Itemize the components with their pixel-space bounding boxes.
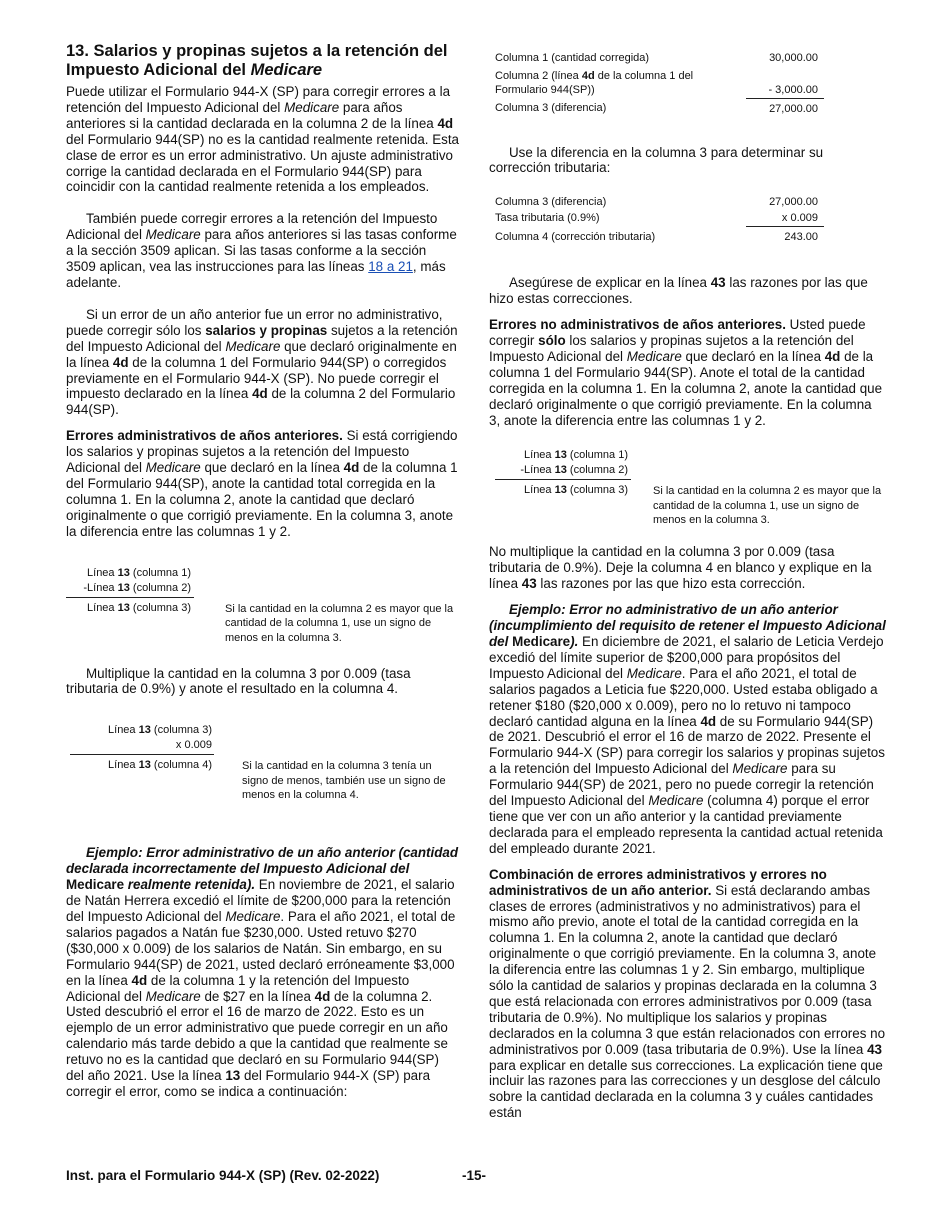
box3-note: Si la cantidad en la columna 2 es mayor que la cantidad de la columna 1, use un signo de menos en la columna 3. xyxy=(653,485,882,527)
paragraph-section-3509: También puede corregir errores a la retención del Impuesto Adicional del Medicare para años anteriores si las tasas conforme a la sección 3509 aplican. Si las tasas conforme a la sección 3509 aplican, vea las instrucciones para las líneas 18 a 21, más adelante. xyxy=(66,211,457,290)
link-lines-18-21[interactable]: 18 a 21 xyxy=(368,259,413,275)
paragraph-multiply: Multiplique la cantidad en la columna 3 por 0.009 (tasa tributaria de 0.9%) y anote el resultado en la columna 4. xyxy=(66,665,411,697)
table1-row3: Columna 3 (diferencia) 27,000.00 xyxy=(495,102,818,115)
paragraph-intro: Puede utilizar el Formulario 944-X (SP) para corregir errores a la retención del Impuesto Adicional del Medicare para años anteriores si la cantidad declarada en la columna 2 de la línea 4d del Formulario 944(SP) no es la cantidad realmente retenida. Esta clase de error es un error administrativo. Un ajuste administrativo corrige la cantidad declarada en el Formulario 944(SP) para coincidir con la cantidad realmente retenida a los empleados. xyxy=(66,84,460,195)
line-calc-box-1 xyxy=(66,556,459,644)
paragraph-use-difference: Use la diferencia en la columna 3 para determinar su corrección tributaria: xyxy=(489,144,824,176)
box3-row2: -Línea 13 (columna 2) xyxy=(520,464,628,477)
table2-row2: Tasa tributaria (0.9%) x 0.009 xyxy=(489,210,824,227)
left-column xyxy=(66,40,459,1110)
box3-row3: Línea 13 (columna 3) xyxy=(524,484,628,497)
paragraph-non-administrative: Si un error de un año anterior fue un error no administrativo, puede corregir sólo los salarios y propinas sujetos a la retención del Impuesto Adicional del Medicare que declaró originalmente en la línea 4d de la columna 1 del Formulario 944(SP) o corregidos previamente en el Formulario 944-X (SP). No puede corregir el impuesto declarado en la línea 4d de la columna 2 del Formulario 944(SP). xyxy=(66,306,458,418)
line-calc-box-3 xyxy=(489,438,886,527)
paragraph-example-admin: Ejemplo: Error administrativo de un año anterior (cantidad declarada incorrectamente del Impuesto Adicional del Medicare realmente retenida). En noviembre de 2021, el salario de Natán Herrera excedió el límite de $200,000 para la retención del Impuesto Adicional del Medicare. Para el año 2021, el total de salarios pagados a Natán fue $230,000. Usted retuvo $270 ($30,000 x 0.009) de los salarios de Natán. Sin embargo, en su Formulario 944(SP) de 2021, usted declaró erróneamente $3,000 en la línea 4d de la columna 1 y la retención del Impuesto Adicional del Medicare de $27 en la línea 4d de la columna 2. Usted descubrió el error el 16 de marzo de 2022. Esto es un ejemplo de un error administrativo que puede corregir en un año calendario más tarde debido a que la cantidad que realmente se retuvo no es la cantidad que declaró en su Formulario 944(SP) del año 2021. Use la línea 13 del Formulario 944-X (SP) para corregir el error, como se indica a continuación: xyxy=(66,845,459,1099)
paragraph-combination-errors: Combinación de errores administrativos y errores no administrativos de un año anterior. Si está declarando ambas clases de errores (administrativos y no administrativos) para el mismo año previo, anote el total de la cantidad corregida en la columna 1. En la columna 2, anote la cantidad que declaró originalmente o que corrigió previamente. En la columna 3, anote la diferencia entre las columnas 1 y 2. Sin embargo, multiplique sólo la cantidad de salarios y propinas declarada en la columna 3 que está relacionada con errores administrativos por 0.009 (tasa tributaria de 0.9%). No multiplique los salarios y propinas declarados en la columna 3 que están relacionados con errores no administrativos por 0.009 (tasa tributaria de 0.9%). Use la línea 43 para explicar en detalle sus correcciones. La explicación tiene que incluir las razones para las correcciones y un desglose del cálculo sobre la cantidad declarada en la columna 3 y cuáles cantidades están xyxy=(489,866,886,1121)
box2-row2: x 0.009 xyxy=(175,739,212,752)
correction-table-2 xyxy=(489,194,824,245)
box1-note: Si la cantidad en la columna 2 es mayor que la cantidad de la columna 1, use un signo de menos en la columna 3. xyxy=(225,602,454,644)
paragraph-explain-line-43: Asegúrese de explicar en la línea 43 las razones por las que hizo estas correcciones. xyxy=(489,275,868,307)
footer-page-number: -15- xyxy=(462,1168,487,1183)
correction-table-1 xyxy=(489,50,824,117)
box1-row3: Línea 13 (columna 3) xyxy=(87,601,191,614)
table1-row1: Columna 1 (cantidad corregida) 30,000.00 xyxy=(495,52,818,64)
box2-note: Si la cantidad en la columna 3 tenía un signo de menos, también use un signo de menos en la columna 4. xyxy=(242,760,446,802)
table1-row2: Columna 2 (línea 4d de la columna 1 del Formulario 944(SP)) - 3,000.00 xyxy=(489,66,824,98)
box1-row1: Línea 13 (columna 1) xyxy=(87,566,191,579)
paragraph-admin-errors: Errores administrativos de años anteriores. Si está corrigiendo los salarios y propinas sujetos a la retención del Impuesto Adicional del Medicare que declaró en la línea 4d de la columna 1 del Formulario 944(SP), anote la cantidad total corregida en la columna 1. En la columna 2, anote la cantidad que declaró originalmente o que corrigió previamente. En la columna 3, anote la diferencia entre las columnas 1 y 2. xyxy=(66,428,458,539)
box2-row3: Línea 13 (columna 4) xyxy=(108,759,212,772)
line-calc-box-2 xyxy=(66,713,459,809)
footer-form-title: Inst. para el Formulario 944-X (SP) (Rev. 02-2022) xyxy=(66,1168,380,1183)
box3-rule xyxy=(495,479,631,480)
paragraph-non-admin-errors: Errores no administrativos de años anteriores. Usted puede corregir sólo los salarios y propinas sujetos a la retención del Impuesto Adicional del Medicare que declaró en la línea 4d de la columna 1 del Formulario 944(SP). Anote el total de la cantidad corregida en la columna 1. En la columna 2, anote la cantidad que declaró originalmente o que corrigió previamente. En la columna 3, anote la diferencia entre las columnas 1 y 2. xyxy=(489,317,883,428)
section-heading: 13. Salarios y propinas sujetos a la retención del Impuesto Adicional del Medicare xyxy=(66,42,448,79)
paragraph-no-multiply: No multiplique la cantidad en la columna 3 por 0.009 (tasa tributaria de 0.9%). Deje la columna 4 en blanco y explique en la línea 43 las razones por las que hizo esta corrección. xyxy=(489,544,872,592)
box1-rule xyxy=(66,597,194,598)
box3-row1: Línea 13 (columna 1) xyxy=(524,449,628,462)
table2-row1: Columna 3 (diferencia) 27,000.00 xyxy=(495,196,818,209)
paragraph-example-non-admin: Ejemplo: Error no administrativo de un año anterior (incumplimiento del requisito de retener el Impuesto Adicional del Medicare). En diciembre de 2021, el salario de Leticia Verdejo excedió del límite superior de $200,000 para propósitos del Impuesto Adicional del Medicare. Para el año 2021, el total de salarios pagados a Leticia fue $220,000. Usted estaba obligado a retener $180 ($20,000 x 0.009), pero no lo retuvo ni tampoco declaró cantidad alguna en la línea 4d de su Formulario 944(SP) de 2021. Descubrió el error el 16 de marzo de 2022. Presente el Formulario 944-X (SP) para corregir los salarios y propinas sujetos a la retención del Impuesto Adicional del Medicare para su Formulario 944(SP) de 2021, pero no puede corregir la retención del Impuesto Adicional del Medicare (columna 4) porque el error tiene que ver con un año anterior y la cantidad previamente declarada para el empleado representa la cantidad actual retenida del empleado durante 2021. xyxy=(489,602,886,856)
box2-rule xyxy=(70,754,214,755)
box2-row1: Línea 13 (columna 3) xyxy=(108,724,212,737)
right-column xyxy=(489,40,886,1131)
box1-row2: -Línea 13 (columna 2) xyxy=(83,581,191,594)
table2-row3: Columna 4 (corrección tributaria) 243.00 xyxy=(495,230,818,244)
